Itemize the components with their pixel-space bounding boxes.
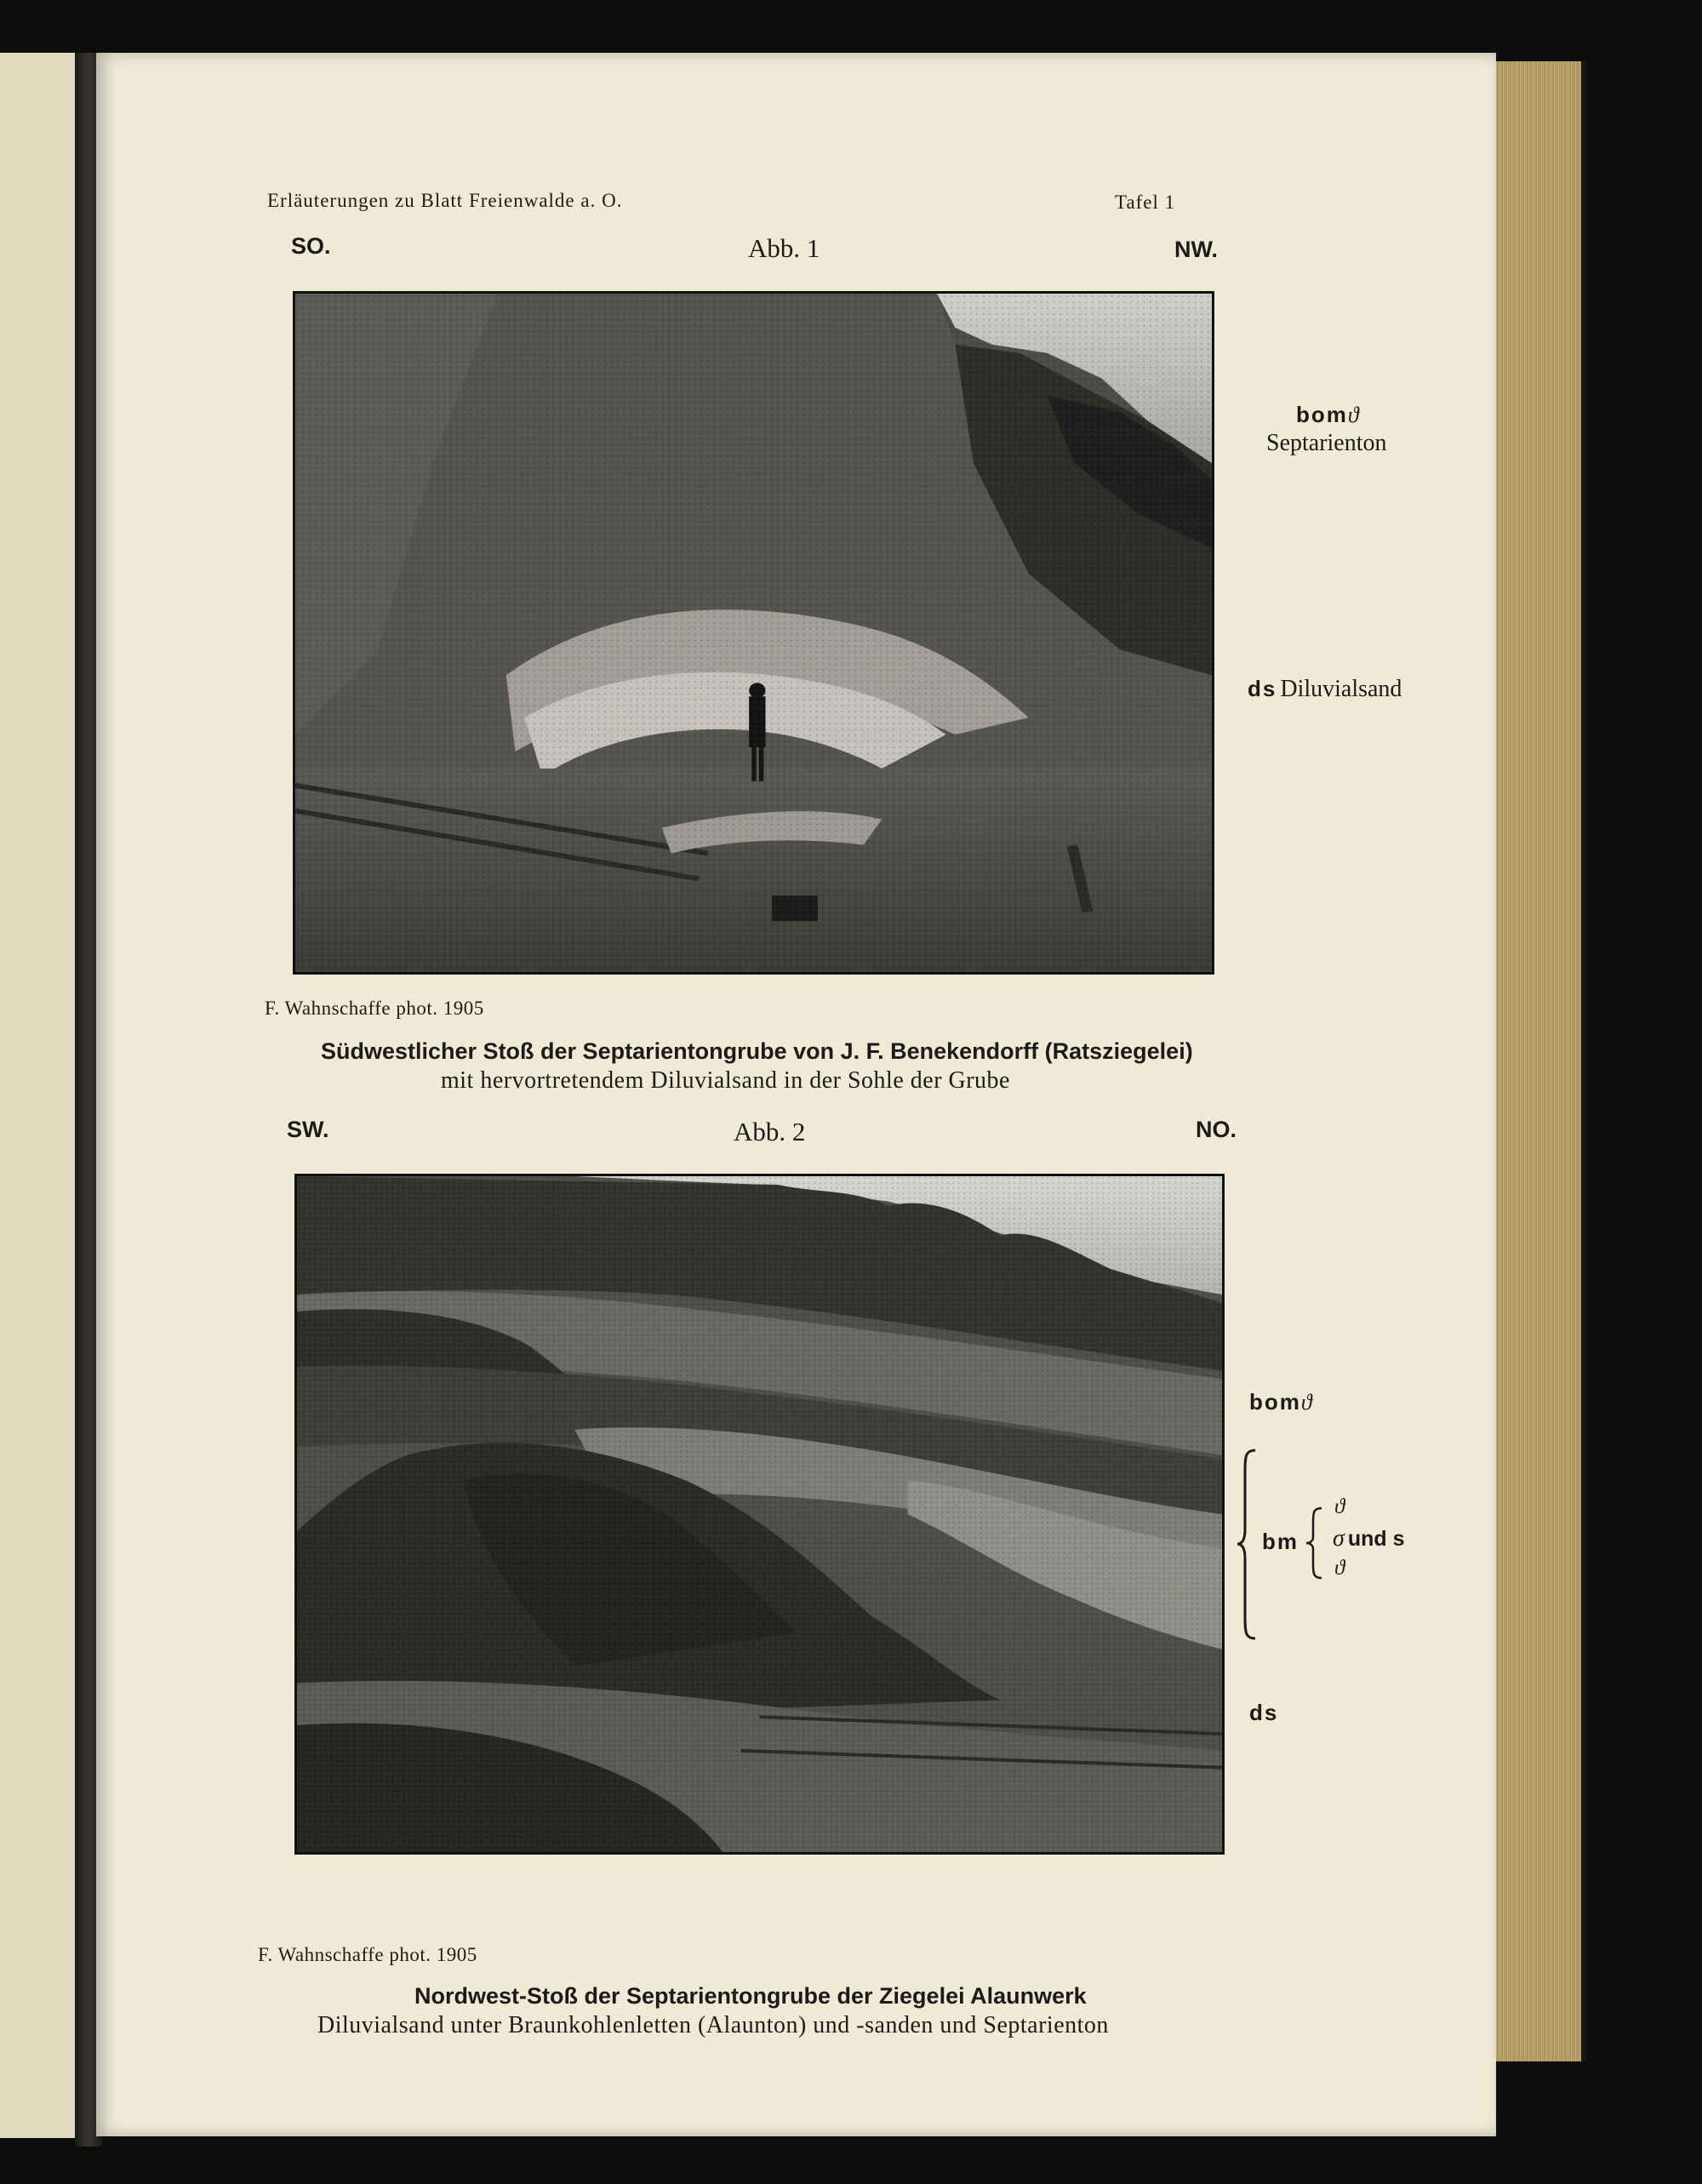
fig2-caption-subtitle: Diluvialsand unter Braunkohlenletten (Alaunton) und -sanden und Septarienton	[317, 2012, 1109, 2038]
theta-symbol: ϑ	[1300, 1390, 1314, 1415]
fig2-legend-large-brace	[1237, 1449, 1262, 1640]
fig2-legend-top-code: bomϑ	[1249, 1389, 1314, 1415]
fig1-label: Abb. 1	[748, 233, 820, 263]
fig2-legend-theta-2: ϑ	[1334, 1557, 1345, 1580]
fig1-photo-credit: F. Wahnschaffe phot. 1905	[265, 998, 484, 1019]
fig2-legend-small-brace	[1305, 1507, 1325, 1580]
fig2-photograph	[294, 1174, 1225, 1855]
left-page-edge	[0, 53, 78, 2138]
fig1-caption-title: Südwestlicher Stoß der Septarientongrube von J. F. Benekendorff (Ratsziegelei)	[321, 1038, 1193, 1064]
fig2-legend-und-s: und s	[1347, 1527, 1405, 1551]
book-page-edges	[1496, 61, 1586, 2061]
fig1-legend-bottom-code: ds	[1248, 676, 1277, 701]
fig1-direction-right: NW.	[1174, 237, 1218, 262]
fig1-legend-top-code: bomϑ	[1296, 402, 1361, 427]
fig2-photo-credit: F. Wahnschaffe phot. 1905	[258, 1944, 477, 1965]
fig2-direction-right: NO.	[1196, 1117, 1237, 1142]
fig1-legend-septarienton: Septarienton	[1266, 430, 1387, 456]
fig2-label: Abb. 2	[734, 1117, 806, 1146]
running-title: Erläuterungen zu Blatt Freienwalde a. O.	[267, 190, 623, 211]
fig1-caption-subtitle: mit hervortretendem Diluvialsand in der Sohle der Grube	[441, 1067, 1010, 1094]
fig2-direction-left: SW.	[287, 1117, 329, 1142]
fig1-legend-diluvialsand: Diluvialsand	[1280, 676, 1402, 702]
theta-symbol: ϑ	[1347, 403, 1361, 427]
fig2-caption-title: Nordwest-Stoß der Septarientongrube der Ziegelei Alaunwerk	[414, 1983, 1087, 2009]
sigma-symbol: σ	[1333, 1525, 1345, 1552]
plate-page	[96, 53, 1496, 2136]
fig1-legend-bottom	[1248, 676, 1402, 703]
fig2-legend-sigma-row	[1333, 1525, 1404, 1552]
fig1-photograph	[293, 291, 1214, 975]
fig2-legend-theta-1: ϑ	[1334, 1495, 1345, 1518]
plate-number: Tafel 1	[1115, 192, 1176, 213]
fig2-legend-bottom-code: ds	[1249, 1700, 1279, 1725]
fig2-legend-mid-code: bm	[1262, 1529, 1299, 1554]
fig1-direction-left: SO.	[291, 233, 331, 259]
